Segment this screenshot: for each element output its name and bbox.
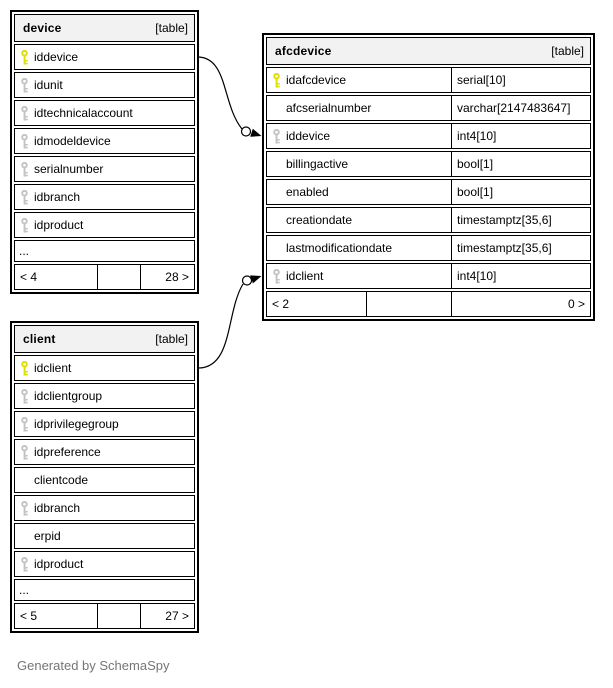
column-name: iddevice (34, 50, 79, 64)
foreign-key-icon (20, 190, 34, 205)
footer-left-count: < 5 (20, 609, 38, 623)
foreign-key-icon (20, 218, 34, 233)
foreign-key-icon (20, 78, 34, 93)
column-type: serial[10] (451, 68, 590, 92)
column-row (14, 128, 195, 154)
table-footer (14, 264, 195, 290)
column-name: idbranch (34, 190, 81, 204)
table-footer (266, 291, 591, 317)
column-name: billingactive (286, 157, 349, 171)
column-row (14, 467, 195, 493)
table-footer (14, 603, 195, 629)
column-name: idbranch (34, 501, 81, 515)
column-row (14, 439, 195, 465)
column-type: bool[1] (451, 152, 590, 176)
column-name: idproduct (34, 218, 84, 232)
foreign-key-icon (20, 389, 34, 404)
footer-middle-cell (97, 265, 140, 289)
table-header (14, 14, 195, 42)
relationship-device-iddevice-to-afcdevice-iddevice (199, 57, 262, 137)
foreign-key-icon (20, 501, 34, 516)
column-row (266, 151, 591, 177)
table-type-tag: [table] (155, 332, 188, 346)
table-type-tag: [table] (551, 44, 584, 58)
column-row (14, 44, 195, 70)
column-name: idclientgroup (34, 389, 103, 403)
column-row (14, 383, 195, 409)
column-row (14, 72, 195, 98)
table-header (14, 325, 195, 353)
zero-or-one-circle-icon (243, 276, 252, 285)
column-type: bool[1] (451, 180, 590, 204)
footer-right-count: 27 > (140, 604, 194, 628)
table-name[interactable]: client (23, 332, 56, 346)
table-afcdevice (262, 33, 595, 321)
foreign-key-icon (20, 134, 34, 149)
relationship-line (199, 57, 242, 129)
column-row (14, 355, 195, 381)
table-header (266, 37, 591, 65)
footer-left-count: < 4 (20, 270, 38, 284)
column-name: idclient (286, 269, 324, 283)
column-name: idunit (34, 78, 63, 92)
column-row (266, 95, 591, 121)
foreign-key-icon (272, 129, 286, 144)
arrowhead-icon (250, 129, 261, 137)
column-type: timestamptz[35,6] (451, 236, 590, 260)
table-name[interactable]: device (23, 21, 62, 35)
column-name: idclient (34, 361, 72, 375)
column-name: idtechnicalaccount (34, 106, 133, 120)
column-name: clientcode (34, 473, 89, 487)
zero-or-one-circle-icon (242, 127, 251, 136)
arrowhead-icon (250, 275, 261, 283)
column-type: varchar[2147483647] (451, 96, 590, 120)
foreign-key-icon (272, 269, 286, 284)
footer-middle-cell (97, 604, 140, 628)
column-name: idmodeldevice (34, 134, 111, 148)
column-name: idprivilegegroup (34, 417, 119, 431)
column-type: int4[10] (451, 264, 590, 288)
column-row (14, 495, 195, 521)
diagram-caption: Generated by SchemaSpy (17, 658, 170, 673)
column-type: int4[10] (451, 124, 590, 148)
foreign-key-icon (20, 162, 34, 177)
footer-right-count: 0 > (451, 292, 590, 316)
column-name: creationdate (286, 213, 353, 227)
primary-key-icon (272, 73, 286, 88)
column-name: iddevice (286, 129, 331, 143)
column-name: idproduct (34, 557, 84, 571)
column-name: idafcdevice (286, 73, 347, 87)
column-name: serialnumber (34, 162, 104, 176)
primary-key-icon (20, 361, 34, 376)
relationship-line (199, 284, 243, 368)
table-name[interactable]: afcdevice (275, 44, 332, 58)
column-row (266, 207, 591, 233)
foreign-key-icon (20, 106, 34, 121)
column-row (266, 263, 591, 289)
table-type-tag: [table] (155, 21, 188, 35)
more-columns-ellipsis: ... (14, 240, 195, 262)
footer-right-count: 28 > (140, 265, 194, 289)
foreign-key-icon (20, 445, 34, 460)
column-row (266, 179, 591, 205)
column-row (14, 411, 195, 437)
column-name: enabled (286, 185, 329, 199)
column-row (14, 100, 195, 126)
column-row (14, 551, 195, 577)
foreign-key-icon (20, 417, 34, 432)
column-row (266, 67, 591, 93)
column-name: idpreference (34, 445, 101, 459)
column-name: lastmodificationdate (286, 241, 393, 255)
column-row (14, 184, 195, 210)
column-type: timestamptz[35,6] (451, 208, 590, 232)
column-name: erpid (34, 529, 61, 543)
more-columns-ellipsis: ... (14, 579, 195, 601)
table-client (10, 321, 199, 633)
column-row (14, 156, 195, 182)
column-row (14, 212, 195, 238)
table-device (10, 10, 199, 294)
primary-key-icon (20, 50, 34, 65)
column-name: afcserialnumber (286, 101, 372, 115)
relationship-client-idclient-to-afcdevice-idclient (199, 275, 262, 368)
foreign-key-icon (20, 557, 34, 572)
footer-left-count: < 2 (272, 297, 290, 311)
column-row (14, 523, 195, 549)
footer-middle-cell (366, 292, 451, 316)
column-row (266, 123, 591, 149)
column-row (266, 235, 591, 261)
